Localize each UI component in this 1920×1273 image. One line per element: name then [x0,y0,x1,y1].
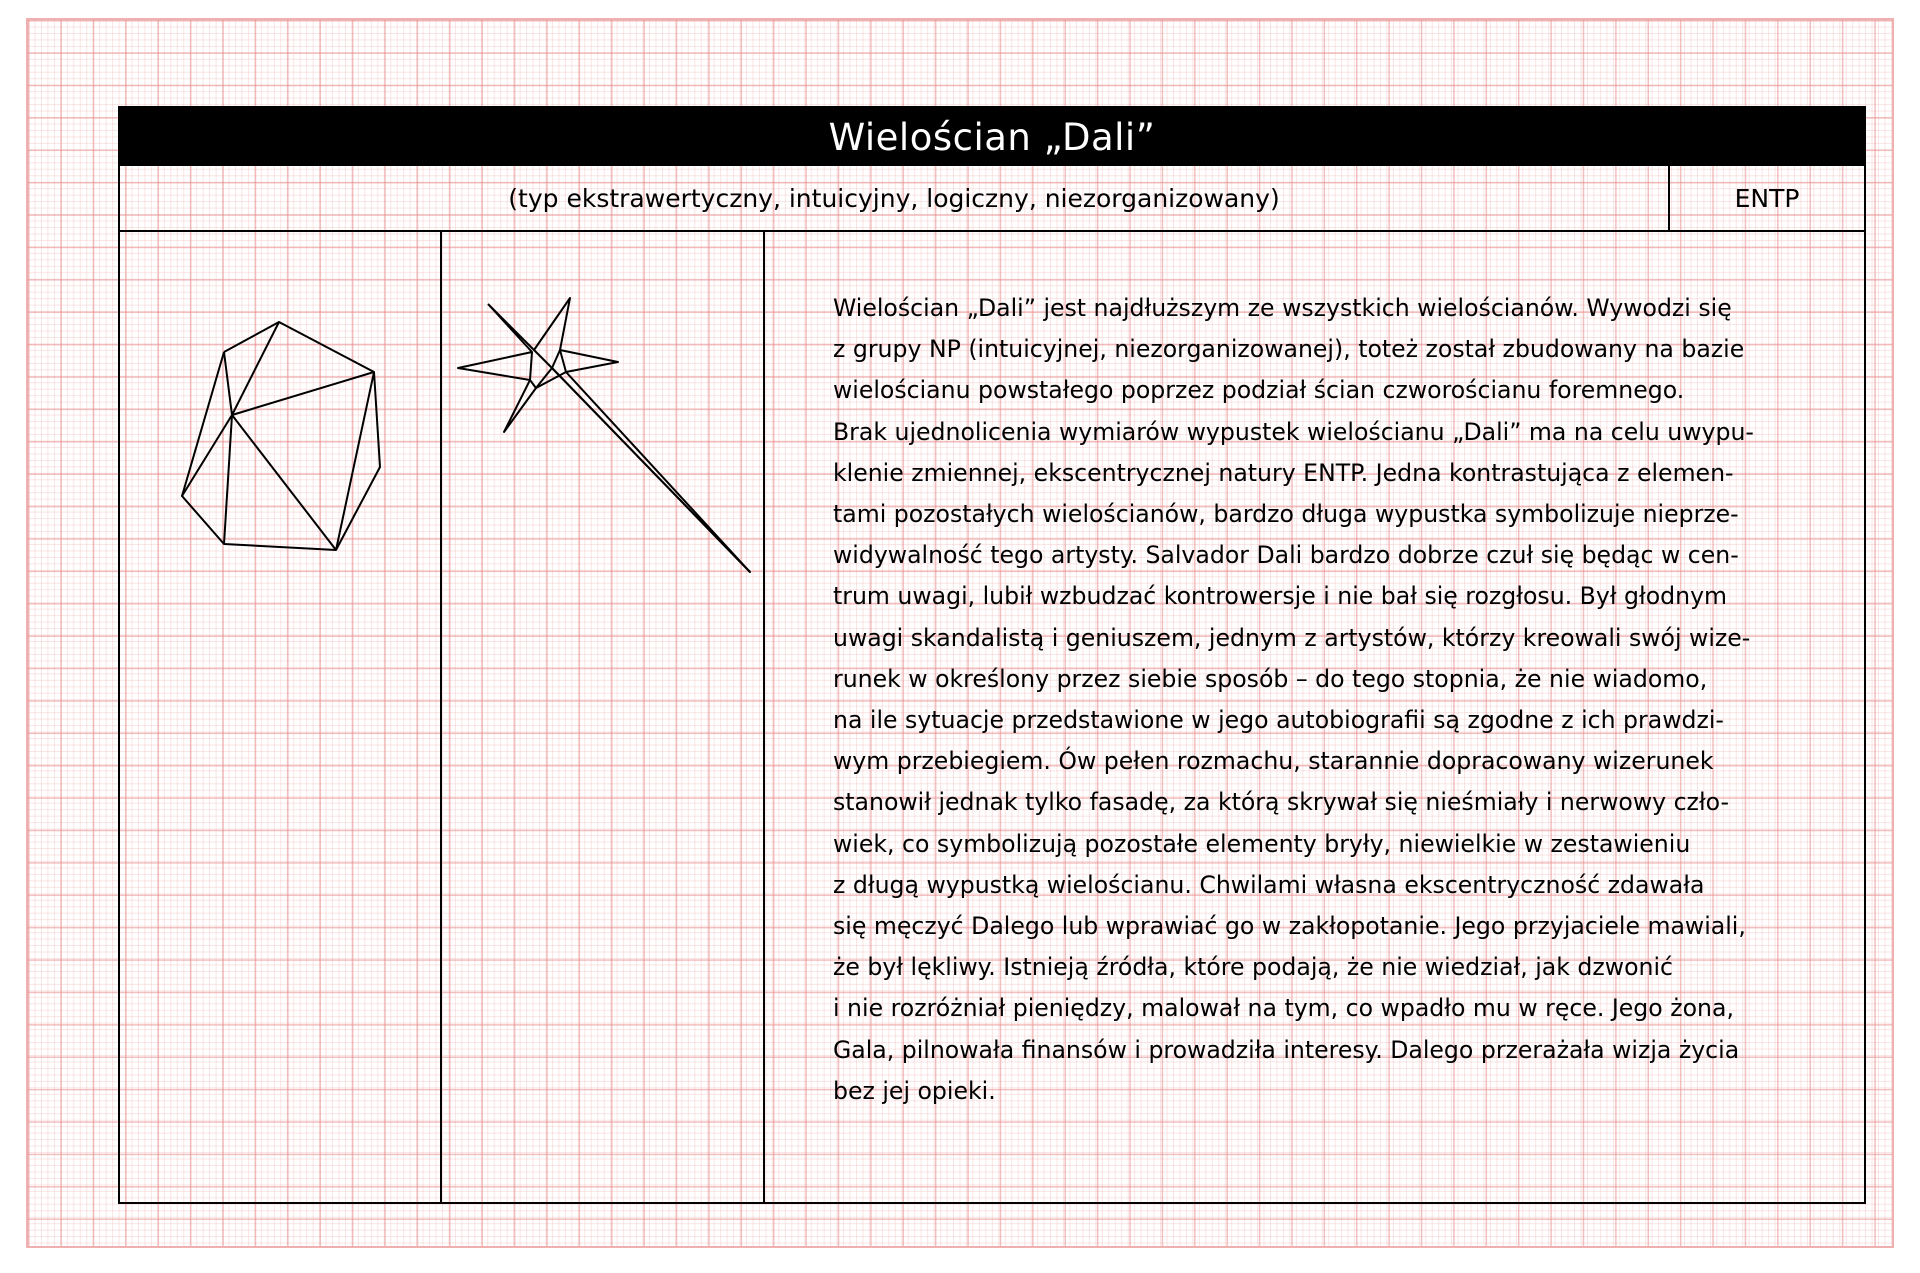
description-panel [765,232,1864,1202]
polyhedron-card [118,106,1866,1204]
description-line: i nie rozróżniał pieniędzy, malował na tym, co wpadło mu w ręce. Jego żona, [833,994,1734,1023]
description-line: stanowił jednak tylko fasadę, za którą skrywał się nieśmiały i nerwowy czło- [833,788,1730,817]
graph-paper-sheet [26,18,1894,1248]
card-title: Wielościan „Dali” [120,108,1864,166]
subtitle-row [120,166,1864,232]
description-line: wym przebiegiem. Ów pełen rozmachu, starannie dopracowany wizerunek [833,747,1714,776]
description-line: Wielościan „Dali” jest najdłuższym ze wszystkich wielościanów. Wywodzi się [833,294,1732,322]
description-text [833,288,1813,1112]
description-line: runek w określony przez siebie sposób – do tego stopnia, że nie wiadomo, [833,664,1708,693]
description-line: wielościanu powstałego poprzez podział ścian czworościanu foremnego. [833,376,1685,405]
polyhedron-star-spike-drawing [442,232,764,592]
personality-type-description: (typ ekstrawertyczny, intuicyjny, logiczny, niezorganizowany) [120,166,1670,230]
description-line: bez jej opieki. [833,1076,996,1105]
description-line: że był lękliwy. Istnieją źródła, które podają, że nie wiedział, jak dzwonić [833,953,1673,982]
personality-code: ENTP [1734,183,1800,213]
description-line: na ile sytuacje przedstawione w jego autobiografii są zgodne z ich prawdzi- [833,706,1724,735]
description-line: z grupy NP (intuicyjnej, niezorganizowanej), toteż został zbudowany na bazie [833,335,1745,364]
description-line: uwagi skandalistą i geniuszem, jednym z artystów, którzy kreowali swój wize- [833,623,1751,652]
description-line: się męczyć Dalego lub wprawiać go w zakłopotanie. Jego przyjaciele mawiali, [833,912,1746,941]
description-line: trum uwagi, lubił wzbudzać kontrowersje i nie bał się rozgłosu. Był głodnym [833,582,1728,611]
front-view-panel [120,232,442,1202]
description-line: Brak ujednolicenia wymiarów wypustek wielościanu „Dali” ma na celu uwypu- [833,417,1754,446]
description-line: widywalność tego artysty. Salvador Dali bardzo dobrze czuł się będąc w cen- [833,541,1739,570]
description-line: tami pozostałych wielościanów, bardzo długa wypustka symbolizuje nieprze- [833,500,1739,529]
description-line: z długą wypustką wielościanu. Chwilami własna ekscentryczność zdawała [833,870,1705,899]
description-line: Gala, pilnowała finansów i prowadziła interesy. Dalego przerażała wizja życia [833,1035,1740,1064]
polyhedron-front-view-drawing [120,232,440,592]
description-line: wiek, co symbolizują pozostałe elementy bryły, niewielkie w zestawieniu [833,829,1691,858]
description-line: klenie zmiennej, ekscentrycznej natury ENTP. Jedna kontrastująca z elemen- [833,458,1734,487]
side-view-panel [442,232,765,1202]
